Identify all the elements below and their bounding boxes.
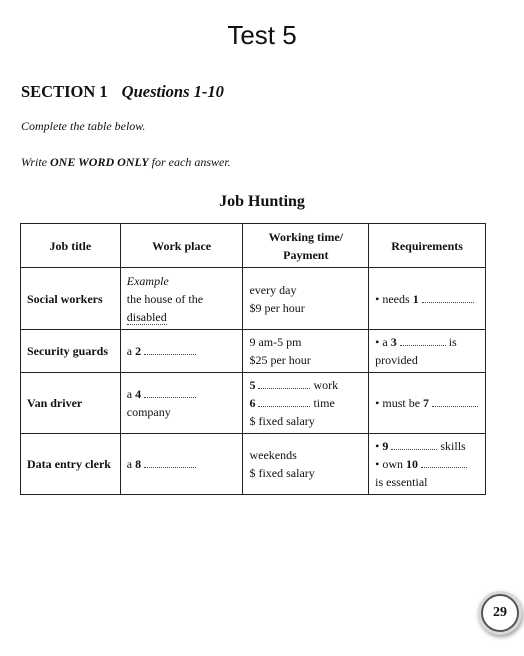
answer-blank[interactable] xyxy=(400,335,446,346)
answer-blank[interactable] xyxy=(391,439,437,450)
job-title-cell: Data entry clerk xyxy=(21,434,121,495)
section-label: SECTION 1 xyxy=(21,82,108,101)
job-hunting-table xyxy=(20,223,486,495)
answer-blank[interactable] xyxy=(421,457,467,468)
question-number: 9 xyxy=(382,439,389,453)
header-job-title: Job title xyxy=(21,224,121,268)
question-number: 3 xyxy=(390,335,397,349)
work-place-cell xyxy=(120,330,243,373)
work-place-cell xyxy=(120,268,243,330)
instruction-text: Write xyxy=(21,155,50,169)
table-row xyxy=(21,330,486,373)
cell-text: work xyxy=(310,378,339,392)
cell-text: is xyxy=(445,335,457,349)
questions-range: Questions 1-10 xyxy=(121,82,224,101)
instruction-word-limit xyxy=(21,155,231,170)
answer-blank[interactable] xyxy=(144,457,196,468)
cell-text: skills xyxy=(437,439,466,453)
answer-blank[interactable] xyxy=(258,396,310,407)
job-title-cell: Social workers xyxy=(21,268,121,330)
example-label: Example xyxy=(126,273,169,288)
cell-text: • a xyxy=(375,335,391,349)
requirements-cell xyxy=(369,434,486,495)
answer-blank[interactable] xyxy=(422,292,474,303)
question-number: 7 xyxy=(423,396,430,410)
cell-text: • must be xyxy=(375,396,424,410)
working-time-cell xyxy=(243,373,369,434)
page-number-badge: 29 xyxy=(481,594,519,632)
answer-blank[interactable] xyxy=(258,378,310,389)
answer-blank[interactable] xyxy=(432,396,478,407)
requirements-cell xyxy=(369,330,486,373)
question-number: 1 xyxy=(412,291,419,306)
question-number: 6 xyxy=(249,396,256,410)
cell-text: 9 am-5 pm xyxy=(249,335,302,349)
header-working-time-line2: Payment xyxy=(283,247,329,262)
cell-text: every day xyxy=(249,282,297,297)
header-working-time xyxy=(243,224,369,268)
table-row xyxy=(21,434,486,495)
header-working-time-line1: Working time/ xyxy=(268,229,343,244)
work-place-cell xyxy=(120,434,243,495)
question-number: 5 xyxy=(249,378,256,392)
job-title-cell: Security guards xyxy=(21,330,121,373)
cell-text: • xyxy=(375,439,383,453)
table-header-row xyxy=(21,224,486,268)
table-row xyxy=(21,373,486,434)
cell-text: $ fixed salary xyxy=(249,414,315,428)
work-place-cell xyxy=(120,373,243,434)
cell-text: • own xyxy=(375,457,407,471)
table-title: Job Hunting xyxy=(219,193,305,210)
cell-text: a xyxy=(126,387,136,401)
working-time-cell xyxy=(243,434,369,495)
answer-blank[interactable] xyxy=(144,387,196,398)
question-number: 2 xyxy=(135,344,142,358)
cell-text: a xyxy=(126,344,136,358)
cell-text: the house of the xyxy=(126,291,204,306)
cell-text: $ fixed salary xyxy=(249,466,315,480)
header-work-place: Work place xyxy=(120,224,243,268)
question-number: 10 xyxy=(406,457,419,471)
header-requirements: Requirements xyxy=(369,224,486,268)
cell-text: is essential xyxy=(375,475,428,489)
cell-text: company xyxy=(126,405,171,419)
cell-text: • needs xyxy=(375,291,413,306)
cell-text: weekends xyxy=(249,448,297,462)
table-row xyxy=(21,268,486,330)
cell-text: $25 per hour xyxy=(249,353,311,367)
cell-text: a xyxy=(126,457,136,471)
working-time-cell xyxy=(243,330,369,373)
requirements-cell xyxy=(369,373,486,434)
example-answer: disabled xyxy=(126,309,167,324)
working-time-cell xyxy=(243,268,369,330)
cell-text: provided xyxy=(375,353,418,367)
cell-text: time xyxy=(310,396,335,410)
question-number: 8 xyxy=(135,457,142,471)
job-title-cell: Van driver xyxy=(21,373,121,434)
instruction-emphasis: ONE WORD ONLY xyxy=(50,155,149,169)
cell-text: $9 per hour xyxy=(249,300,305,315)
question-number: 4 xyxy=(135,387,142,401)
test-title: Test 5 xyxy=(227,20,297,50)
instruction-text: for each answer. xyxy=(148,155,231,169)
requirements-cell xyxy=(369,268,486,330)
section-heading xyxy=(21,82,224,102)
answer-blank[interactable] xyxy=(144,344,196,355)
instruction-complete-table: Complete the table below. xyxy=(21,119,146,133)
